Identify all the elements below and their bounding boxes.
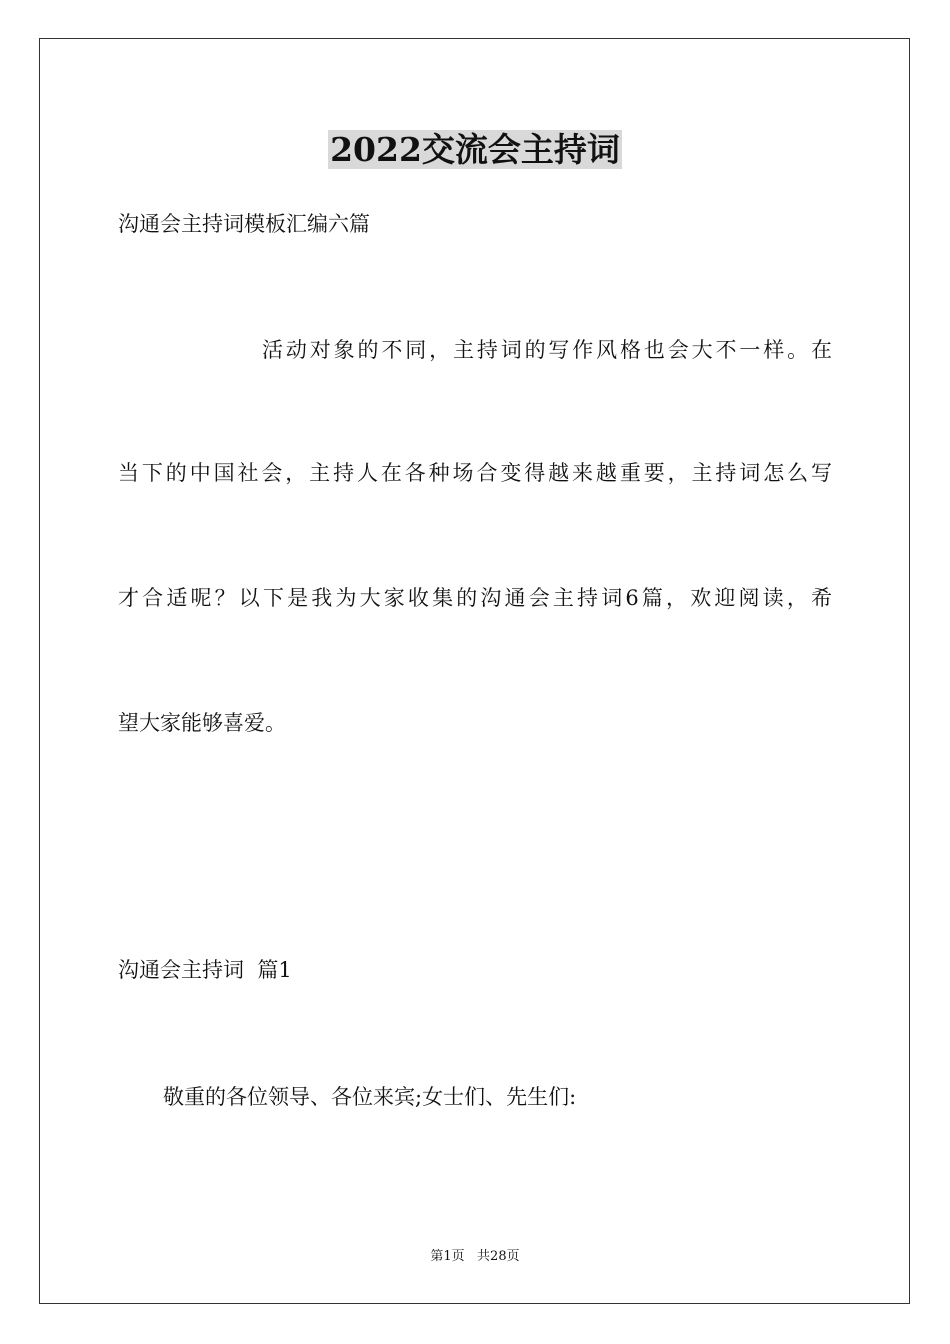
document-subtitle: 沟通会主持词模板汇编六篇 bbox=[118, 212, 370, 236]
intro-line-1: 活动对象的不同，主持词的写作风格也会大不一样。在 bbox=[262, 338, 832, 362]
intro-line-3: 才合适呢？以下是我为大家收集的沟通会主持词6篇，欢迎阅读，希 bbox=[118, 586, 832, 610]
intro-line-4: 望大家能够喜爱。 bbox=[118, 711, 286, 735]
document-title bbox=[0, 128, 950, 172]
section-heading: 沟通会主持词 篇1 bbox=[118, 958, 292, 982]
intro-line-2: 当下的中国社会，主持人在各种场合变得越来越重要，主持词怎么写 bbox=[118, 461, 832, 485]
salutation: 敬重的各位领导、各位来宾;女士们、先生们: bbox=[163, 1085, 577, 1109]
page-number: 第1页 共28页 bbox=[430, 1249, 520, 1264]
document-title-text: 2022交流会主持词 bbox=[330, 130, 620, 169]
